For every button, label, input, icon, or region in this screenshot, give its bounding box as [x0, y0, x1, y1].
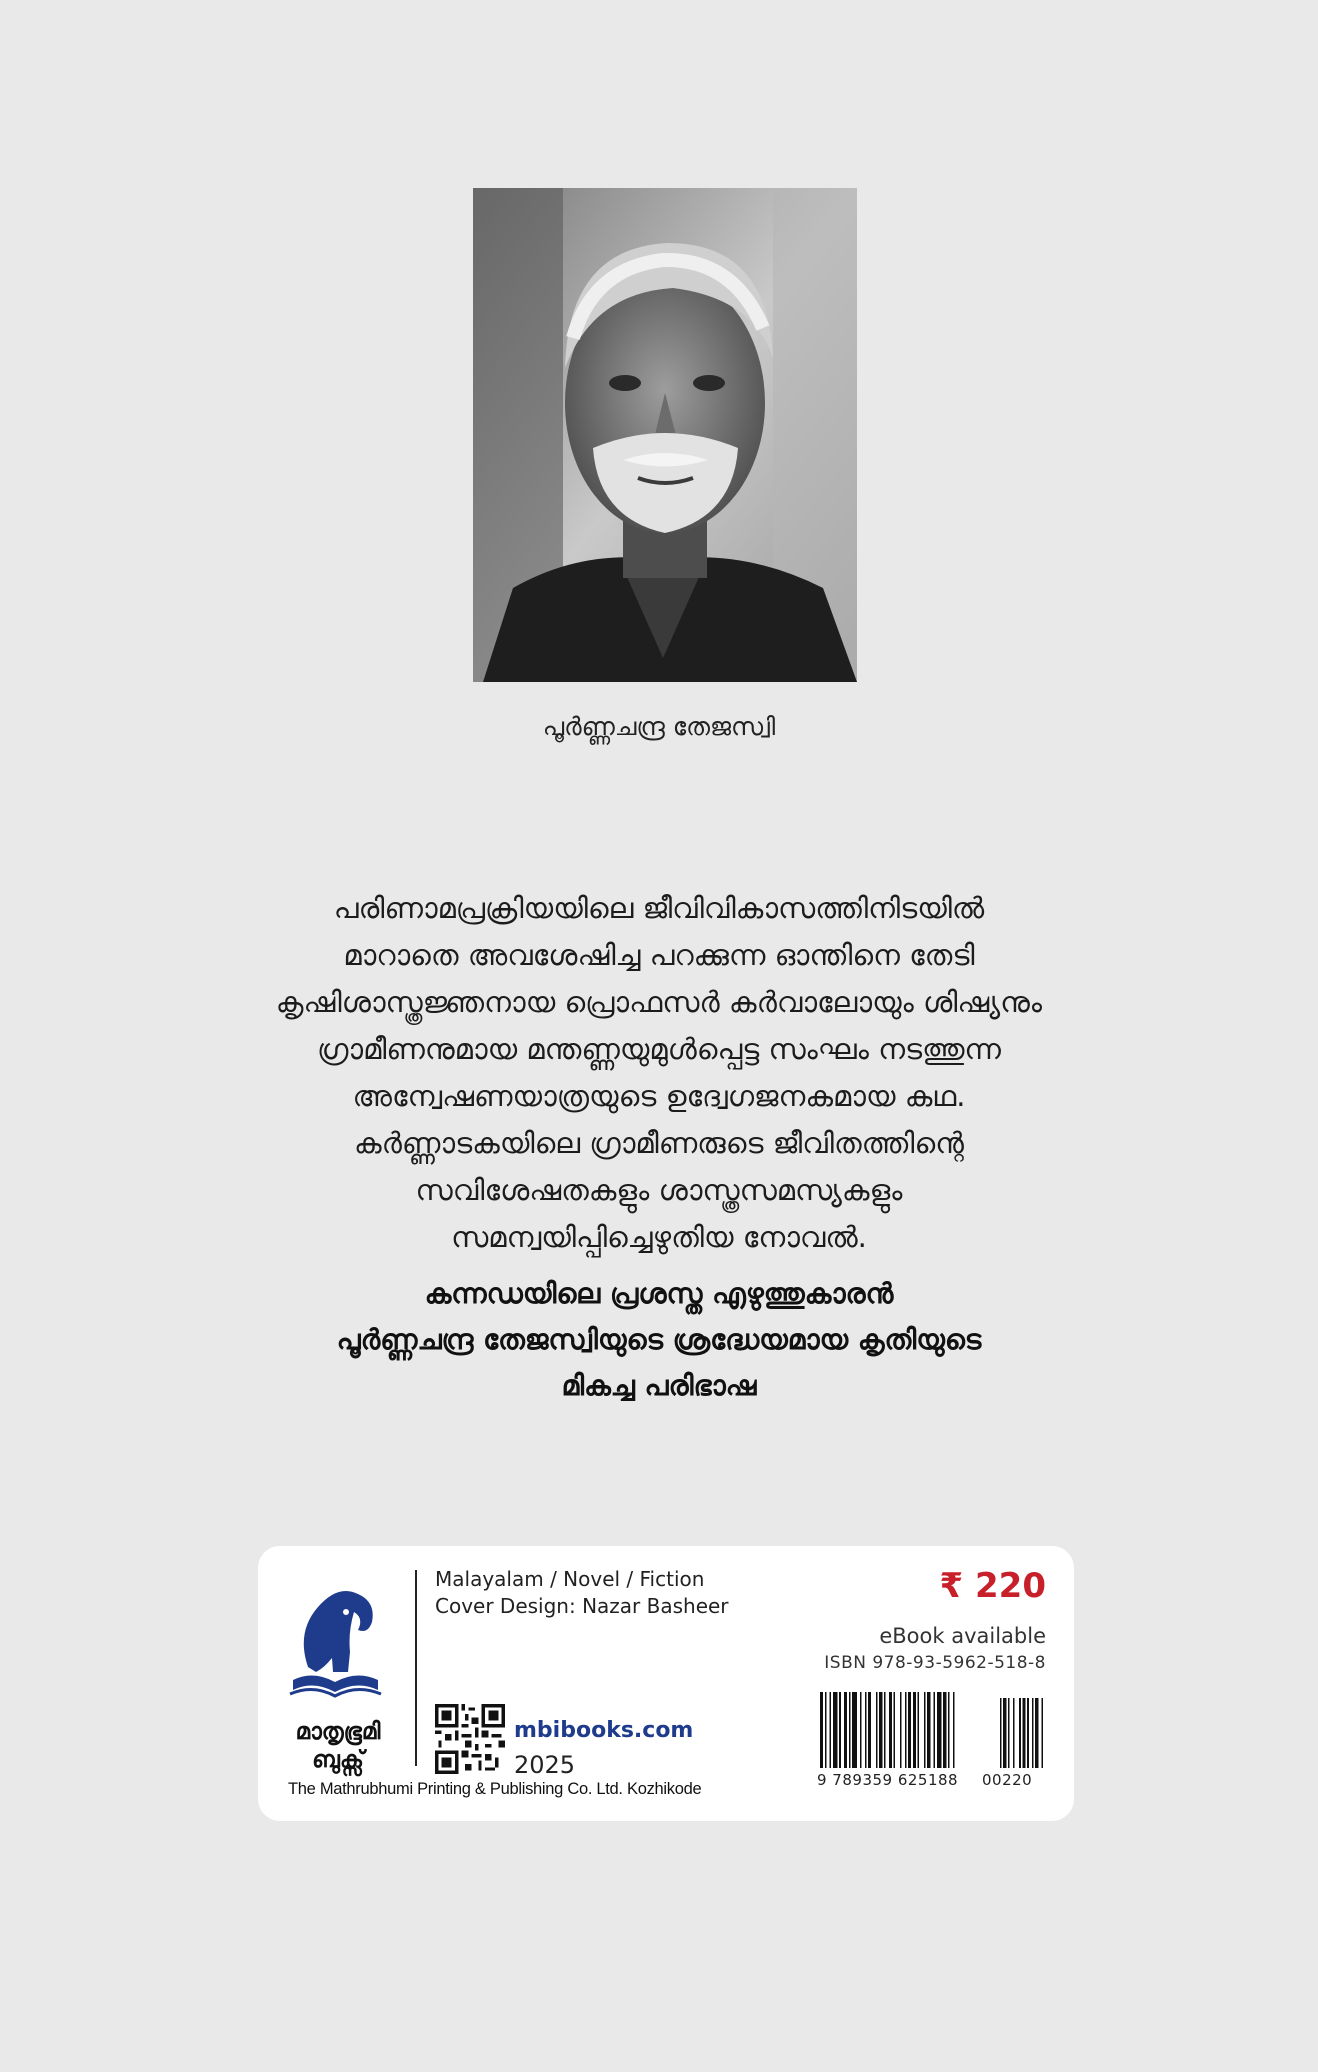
- website-link[interactable]: mbibooks.com: [514, 1718, 694, 1743]
- publisher-logo-text: [268, 1718, 408, 1774]
- blurb-line: ഗ്രാമീണനുമായ മന്തണ്ണയുമുൾപ്പെട്ട സംഘം നടത്തുന്ന: [316, 1032, 1001, 1066]
- blurb-line: കൃഷിശാസ്ത്രജ്ഞനായ പ്രൊഫസർ കർവാലോയും ശിഷ്യനും: [275, 985, 1043, 1019]
- cover-design-label: Cover Design: Nazar Basheer: [435, 1594, 729, 1618]
- blurb-line: സമന്വയിപ്പിച്ചെഴുതിയ നോവൽ.: [451, 1220, 867, 1254]
- publication-year: 2025: [514, 1751, 576, 1779]
- category-label: Malayalam / Novel / Fiction: [435, 1567, 705, 1591]
- translation-highlight: [150, 1271, 1168, 1409]
- blurb-line: കർണ്ണാടകയിലെ ഗ്രാമീണരുടെ ജീവിതത്തിന്റെ: [353, 1126, 965, 1160]
- isbn-barcode-icon: [820, 1692, 1050, 1768]
- logo-line: മാതൃഭൂമി: [295, 1719, 381, 1745]
- logo-line: ബുക്സ്: [312, 1747, 364, 1773]
- book-meta: [435, 1566, 729, 1620]
- elephant-book-logo-icon: [288, 1572, 383, 1722]
- ebook-label: eBook available: [879, 1624, 1046, 1648]
- isbn-label: ISBN 978-93-5962-518-8: [824, 1653, 1046, 1673]
- blurb-line: സവിശേഷതകളും ശാസ്ത്രസമസ്യകളും: [415, 1173, 903, 1207]
- publisher-name: The Mathrubhumi Printing & Publishing Co. Ltd. Kozhikode: [288, 1780, 702, 1798]
- book-blurb: [150, 885, 1168, 1261]
- author-photo: [473, 188, 857, 682]
- barcode-number: 9 789359 625188: [817, 1771, 959, 1789]
- highlight-line: പൂർണ്ണചന്ദ്ര തേജസ്വിയുടെ ശ്രദ്ധേയമായ കൃതിയുടെ: [336, 1323, 982, 1356]
- qr-code-icon: [435, 1704, 505, 1774]
- divider: [415, 1570, 417, 1766]
- blurb-line: പരിണാമപ്രക്രിയയിലെ ജീവിവികാസത്തിനിടയിൽ: [333, 891, 985, 925]
- price-label: ₹ 220: [939, 1566, 1046, 1606]
- highlight-line: കന്നഡയിലെ പ്രശസ്ത എഴുത്തുകാരൻ: [424, 1277, 894, 1310]
- blurb-line: അന്വേഷണയാത്രയുടെ ഉദ്വേഗജനകമായ കഥ.: [352, 1079, 966, 1113]
- publisher-panel: [258, 1546, 1074, 1821]
- highlight-line: മികച്ച പരിഭാഷ: [561, 1369, 757, 1402]
- blurb-line: മാറാതെ അവശേഷിച്ച പറക്കുന്ന ഓന്തിനെ തേടി: [343, 938, 975, 972]
- author-caption: പൂർണ്ണചന്ദ്ര തേജസ്വി: [542, 712, 776, 741]
- barcode-addon-number: 00220: [982, 1771, 1033, 1789]
